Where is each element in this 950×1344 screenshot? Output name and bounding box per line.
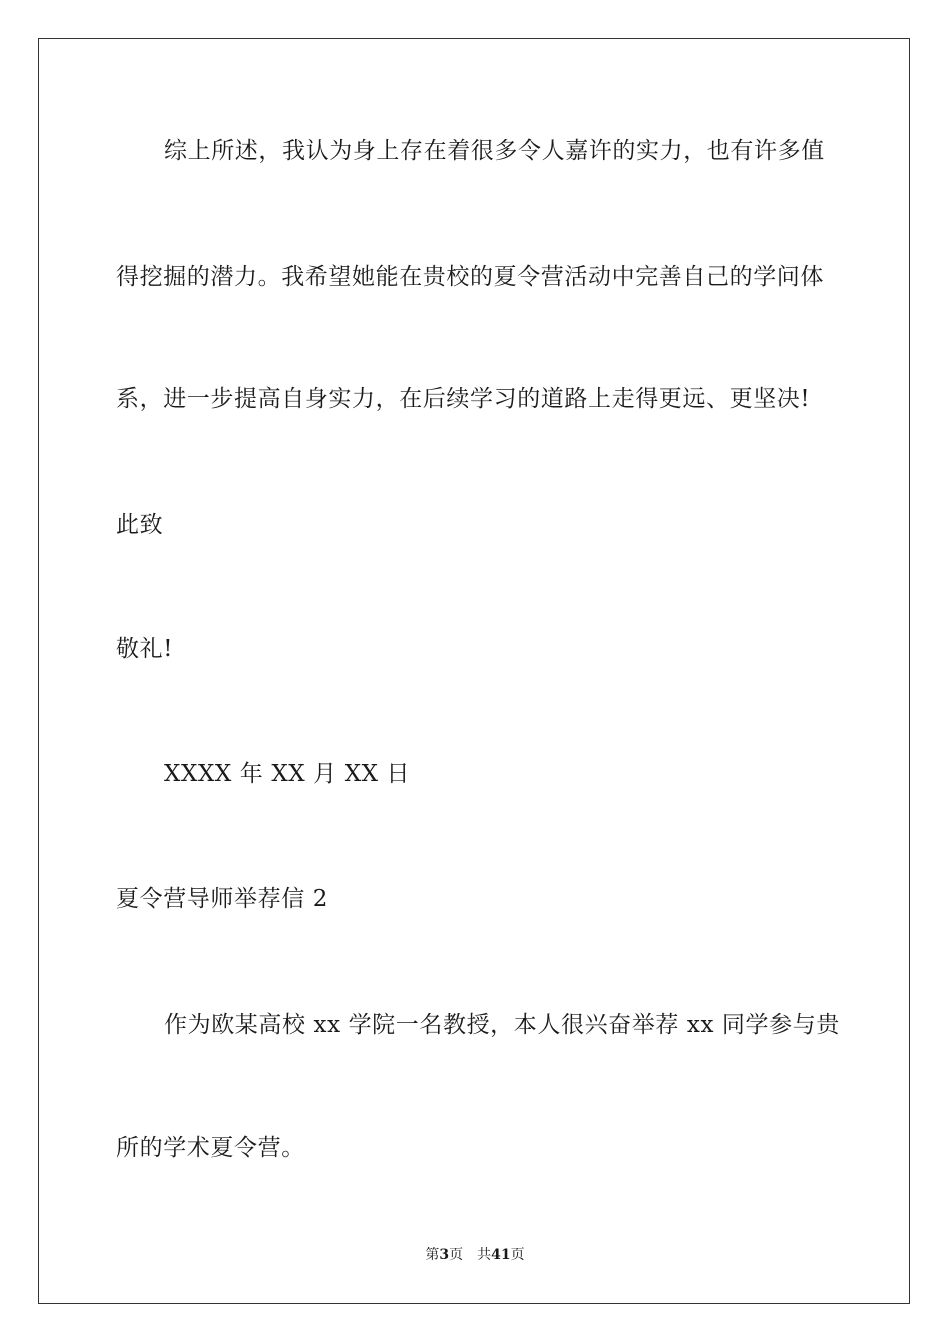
page-suffix: 页 bbox=[449, 1247, 464, 1263]
paragraph-line: 综上所述，我认为身上存在着很多令人嘉许的实力，也有许多值 bbox=[164, 138, 825, 164]
page-border bbox=[38, 38, 910, 1304]
page-footer bbox=[0, 1246, 950, 1264]
total-prefix: 共 bbox=[477, 1247, 492, 1263]
section-title: 夏令营导师举荐信 2 bbox=[116, 886, 328, 912]
paragraph-line: 作为欧某高校 xx 学院一名教授，本人很兴奋举荐 xx 同学参与贵 bbox=[164, 1012, 840, 1038]
paragraph-line: 系，进一步提高自身实力，在后续学习的道路上走得更远、更坚决! bbox=[116, 386, 811, 412]
paragraph-line: 所的学术夏令营。 bbox=[116, 1135, 305, 1161]
page-number: 3 bbox=[439, 1247, 450, 1263]
closing-salutation: 此致 bbox=[116, 512, 164, 538]
closing-regards: 敬礼! bbox=[116, 636, 174, 662]
paragraph-line: 得挖掘的潜力。我希望她能在贵校的夏令营活动中完善自己的学问体 bbox=[116, 264, 824, 290]
date-line: XXXX 年 XX 月 XX 日 bbox=[164, 761, 411, 787]
total-pages: 41 bbox=[491, 1247, 511, 1263]
page-prefix: 第 bbox=[425, 1247, 440, 1263]
total-suffix: 页 bbox=[510, 1247, 525, 1263]
